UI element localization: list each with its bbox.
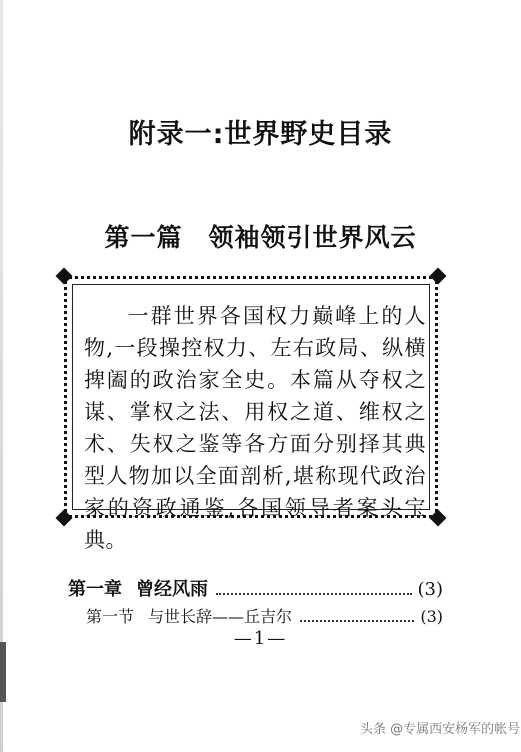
summary-text: 一群世界各国权力巅峰上的人物,一段操控权力、左右政局、纵横捭阖的政治家全史。本篇从夺权之谋、掌权之法、用权之道、维权之术、失权之鉴等各方面分别择其典型人物加以全面剖析,堪称现代政治家的资政通鉴,各国领导者案头宝典。 (84, 304, 426, 552)
chapter-number: 第一章 (68, 579, 122, 600)
scan-edge-mark (0, 642, 6, 702)
dot-leader (300, 619, 414, 622)
page-number: —1— (233, 628, 288, 649)
toc-section-row[interactable] (86, 604, 443, 627)
section-title: 与世长辞——丘吉尔 (148, 607, 293, 626)
section-number: 第一节 (86, 607, 135, 626)
part-summary (84, 300, 426, 556)
toc-chapter-row[interactable] (68, 575, 443, 601)
chapter-page: (3) (417, 579, 443, 600)
dot-leader (216, 592, 412, 595)
part-title: 领袖领引世界风云 (208, 223, 417, 252)
section-page: (3) (420, 607, 443, 626)
appendix-title: 附录一:世界野史目录 (128, 119, 393, 150)
chapter-title: 曾经风雨 (136, 579, 208, 600)
watermark: 头条 @专属西安杨军的帐号 (360, 722, 521, 737)
part-number: 第一篇 (104, 223, 183, 252)
part-heading (0, 218, 521, 254)
